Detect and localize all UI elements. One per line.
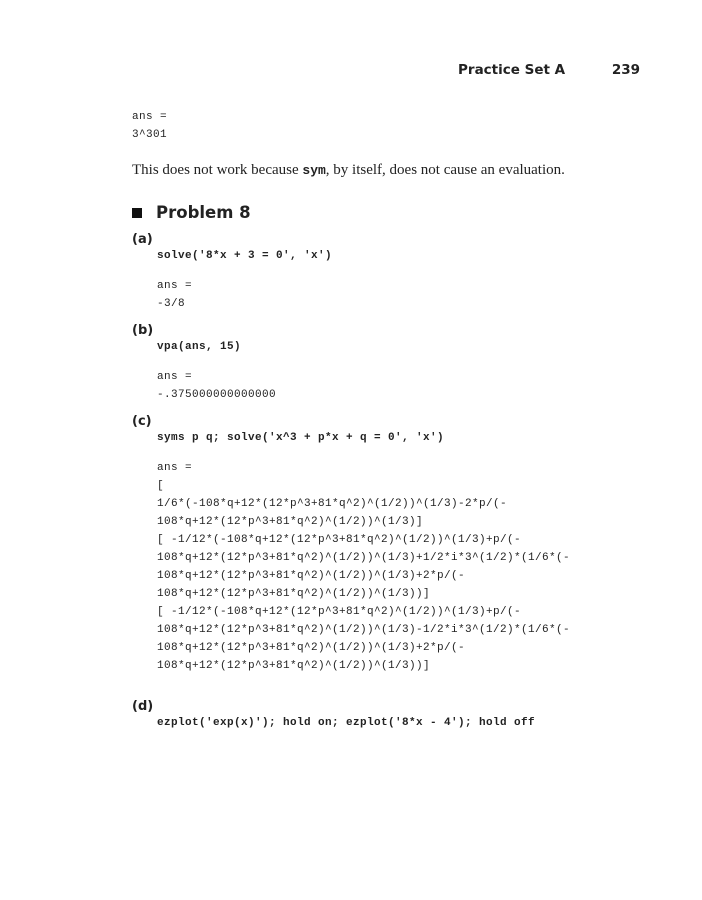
page-number: 239 — [611, 62, 640, 78]
output-line: -3/8 — [157, 298, 186, 310]
output-line: 108*q+12*(12*p^3+81*q^2)^(1/2))^(1/3))] — [157, 660, 431, 672]
part-label-d: (d) — [132, 699, 154, 714]
command-line: ezplot('exp(x)'); hold on; ezplot('8*x - 4'); hold off — [157, 717, 536, 729]
part-c-block — [157, 429, 652, 675]
output-line: 108*q+12*(12*p^3+81*q^2)^(1/2))^(1/3))] — [157, 588, 431, 600]
part-label-c: (c) — [132, 414, 152, 429]
output-line: ans = — [157, 371, 193, 383]
output-line: [ -1/12*(-108*q+12*(12*p^3+81*q^2)^(1/2))^(1/3)+p/(- — [157, 534, 522, 546]
output-line: 108*q+12*(12*p^3+81*q^2)^(1/2))^(1/3)-1/2*i*3^(1/2)*(1/6*(- — [157, 624, 571, 636]
running-header — [458, 62, 640, 78]
output-line: ans = — [157, 462, 193, 474]
section-title: Practice Set A — [458, 62, 566, 78]
explanation-paragraph — [132, 162, 652, 179]
explanation-text: , by itself, does not cause an evaluation. — [325, 162, 565, 178]
output-line: 108*q+12*(12*p^3+81*q^2)^(1/2))^(1/3)+2*p/(- — [157, 570, 466, 582]
output-line: [ -1/12*(-108*q+12*(12*p^3+81*q^2)^(1/2))^(1/3)+p/(- — [157, 606, 522, 618]
output-line: 108*q+12*(12*p^3+81*q^2)^(1/2))^(1/3)+2*p/(- — [157, 642, 466, 654]
output-line: ans = — [132, 111, 168, 123]
part-b-block — [157, 338, 652, 404]
part-label-a: (a) — [132, 232, 153, 247]
page-body — [132, 108, 652, 732]
part-a-block — [157, 247, 652, 313]
problem-title: Problem 8 — [156, 203, 251, 222]
output-line: ans = — [157, 280, 193, 292]
output-line: -.375000000000000 — [157, 389, 277, 401]
inline-code: sym — [302, 163, 326, 178]
part-d-block — [157, 714, 652, 732]
square-bullet-icon — [132, 208, 142, 218]
part-label-b: (b) — [132, 323, 154, 338]
command-line: solve('8*x + 3 = 0', 'x') — [157, 250, 333, 262]
command-line: syms p q; solve('x^3 + p*x + q = 0', 'x') — [157, 432, 445, 444]
top-output — [132, 108, 652, 144]
output-line: 108*q+12*(12*p^3+81*q^2)^(1/2))^(1/3)+1/2*i*3^(1/2)*(1/6*(- — [157, 552, 571, 564]
command-line: vpa(ans, 15) — [157, 341, 242, 353]
problem-heading — [132, 203, 652, 222]
explanation-text: This does not work because — [132, 162, 303, 178]
output-line: 3^301 — [132, 129, 168, 141]
output-line: 1/6*(-108*q+12*(12*p^3+81*q^2)^(1/2))^(1/3)-2*p/(- — [157, 498, 508, 510]
output-line: [ — [157, 480, 165, 492]
output-line: 108*q+12*(12*p^3+81*q^2)^(1/2))^(1/3)] — [157, 516, 424, 528]
